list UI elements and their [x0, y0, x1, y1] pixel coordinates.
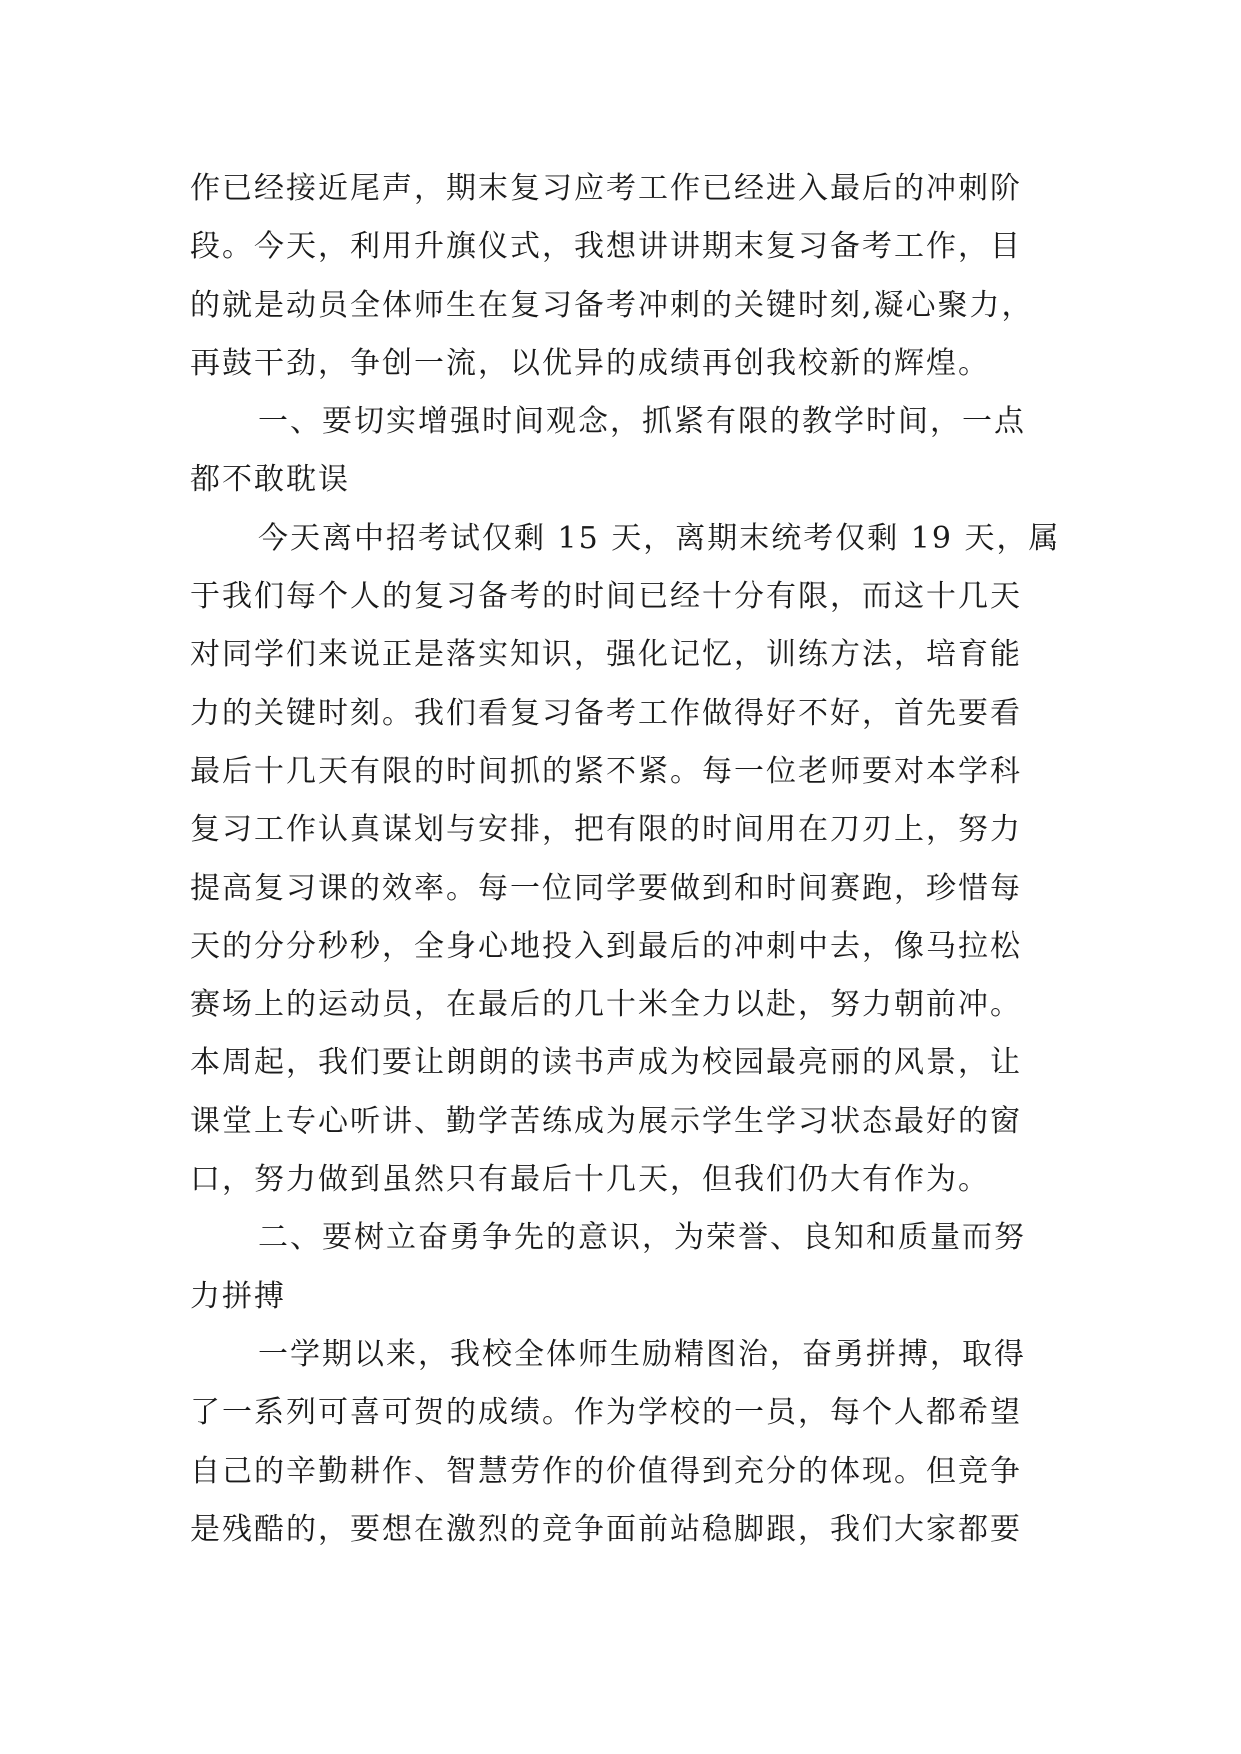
text-line: 最后十几天有限的时间抓的紧不紧。每一位老师要对本学科 [190, 753, 1022, 789]
text-line: 课堂上专心听讲、勤学苦练成为展示学生学习状态最好的窗 [190, 1103, 1022, 1139]
section-heading-line: 力拼搏 [190, 1278, 286, 1314]
body-text [190, 160, 1090, 1559]
section-heading-line: 都不敢耽误 [190, 462, 350, 498]
paragraph-start-line: 一学期以来，我校全体师生励精图治，奋勇拼搏，取得 [258, 1336, 1026, 1372]
text-line: 提高复习课的效率。每一位同学要做到和时间赛跑，珍惜每 [190, 870, 1022, 906]
text-line: 了一系列可喜可贺的成绩。作为学校的一员，每个人都希望 [190, 1395, 1022, 1431]
text-line: 力的关键时刻。我们看复习备考工作做得好不好，首先要看 [190, 695, 1022, 731]
text-line: 于我们每个人的复习备考的时间已经十分有限，而这十几天 [190, 579, 1022, 615]
paragraph-start-line: 今天离中招考试仅剩 15 天，离期末统考仅剩 19 天，属 [258, 520, 1061, 556]
text-line: 是残酷的，要想在激烈的竞争面前站稳脚跟，我们大家都要 [190, 1511, 1022, 1547]
text-line: 的就是动员全体师生在复习备考冲刺的关键时刻,凝心聚力， [190, 287, 1034, 323]
text-line: 口，努力做到虽然只有最后十几天，但我们仍大有作为。 [190, 1162, 990, 1198]
text-line: 赛场上的运动员，在最后的几十米全力以赴，努力朝前冲。 [190, 987, 1022, 1023]
section-heading-line: 一、要切实增强时间观念，抓紧有限的教学时间，一点 [258, 404, 1026, 440]
text-line: 自己的辛勤耕作、智慧劳作的价值得到充分的体现。但竞争 [190, 1453, 1022, 1489]
section-heading-line: 二、要树立奋勇争先的意识，为荣誉、良知和质量而努 [258, 1220, 1026, 1256]
text-line: 对同学们来说正是落实知识，强化记忆，训练方法，培育能 [190, 637, 1022, 673]
text-line: 再鼓干劲，争创一流，以优异的成绩再创我校新的辉煌。 [190, 345, 990, 381]
text-line: 本周起，我们要让朗朗的读书声成为校园最亮丽的风景，让 [190, 1045, 1022, 1081]
text-line: 天的分分秒秒，全身心地投入到最后的冲刺中去，像马拉松 [190, 928, 1022, 964]
text-line: 复习工作认真谋划与安排，把有限的时间用在刀刃上，努力 [190, 812, 1022, 848]
text-line: 作已经接近尾声，期末复习应考工作已经进入最后的冲刺阶 [190, 171, 1022, 206]
text-line: 段。今天，利用升旗仪式，我想讲讲期末复习备考工作，目 [190, 229, 1022, 265]
